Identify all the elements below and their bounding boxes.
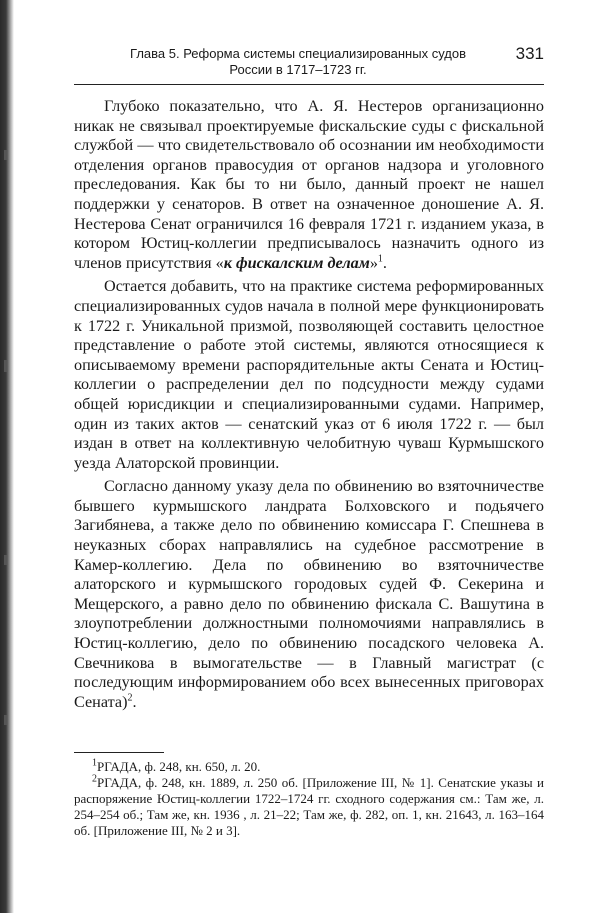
book-page (74, 40, 544, 839)
scan-mark (4, 360, 7, 372)
footnote-1 (74, 759, 544, 775)
quoted-phrase: к фискалским делам (223, 253, 370, 272)
footnote-divider (74, 752, 164, 753)
paragraph-2 (74, 277, 544, 473)
sentence-end: . (382, 253, 387, 272)
main-text (74, 97, 544, 712)
footnote-marker: 2 (92, 774, 97, 786)
running-head (74, 40, 544, 85)
paragraph-1 (74, 97, 544, 273)
page-number: 331 (515, 44, 544, 63)
footnote-text: РГАДА, ф. 248, кн. 650, л. 20. (97, 759, 261, 775)
paragraph-text: Согласно данному указу дела по обвинению во взяточничестве бывшего курмышского ландрата Болховского и подьячего Загибянева, а также дело по обвинению комиссара Г. Спешнева в неуказных сборах направлялись на судебное рассмотрение в Камер-коллегию. Дела по обвинению во взяточничестве алаторского и курмышского городовых судей Ф. Секерина и Мещерского, а равно дело по обвинению фискала С. Вашутина в злоупотреблении должностными полномочиями направлялись в Юстиц-коллегию, дело по обвинению посадского человека А. Свечникова в вымогательстве — в Главный магистрат (с последующим информированием обо всех вынесенных приговорах Сената) (74, 477, 544, 711)
paragraph-text: Глубоко показательно, что А. Я. Нестеров организационно никак не связывал проектируемые фискальские суды с фискальной службой — что свидетельствовало об осознании им необходимости отделения органов правосудия от органов надзора и уголовного преследования. Как бы то ни было, данный проект не нашел поддержки у сенаторов. В ответ на означенное доношение А. Я. Нестерова Сенат ограничился 16 февраля 1721 г. изданием указа, в котором Юстиц-коллегии предписывалось назначить одного из членов присутствия « (74, 97, 544, 272)
chapter-title-line-2: России в 1717–1723 гг. (229, 62, 367, 77)
chapter-title (108, 46, 488, 78)
footnote-text: РГАДА, ф. 248, кн. 1889, л. 250 об. [Приложение III, № 1]. Сенатские указы и распоряжение Юстиц-коллегии 1722–1724 гг. сходного содержания см.: Там же, л. 254–254 об.; Там же, кн. 1936 , л. 21–22; Там же, ф. 282, оп. 1, кн. 21643, л. 163–164 об. [Приложение III, № 2 и 3]. (74, 775, 544, 839)
paragraph-3 (74, 477, 544, 712)
footnote-ref-2[interactable]: 2 (127, 692, 133, 704)
footnote-ref-1[interactable]: 1 (377, 253, 383, 265)
footnote-marker: 1 (92, 758, 97, 770)
footnotes (74, 759, 544, 839)
footnote-2 (74, 775, 544, 839)
scan-mark (4, 715, 7, 725)
scan-mark (4, 150, 7, 160)
scan-mark (4, 555, 7, 565)
quote-close: » (369, 253, 378, 272)
chapter-title-line-1: Глава 5. Реформа системы специализированных судов (130, 46, 466, 61)
sentence-end: . (132, 692, 137, 711)
paragraph-text: Остается добавить, что на практике система реформированных специализированных судов начала в полной мере функционировать к 1722 г. Уникальной призмой, позволяющей составить целостное представление о работе этой системы, являются относящиеся к описываемому времени распорядительные акты Сената и Юстиц-коллегии о распределении дел по подсудности между судами общей юрисдикции и специализированными судами. Например, один из таких актов — сенатский указ от 6 июля 1722 г. — был издан в ответ на коллективную челобитную чуваш Курмышского уезда Алаторской провинции. (74, 277, 544, 472)
book-spine-shadow (0, 0, 14, 913)
